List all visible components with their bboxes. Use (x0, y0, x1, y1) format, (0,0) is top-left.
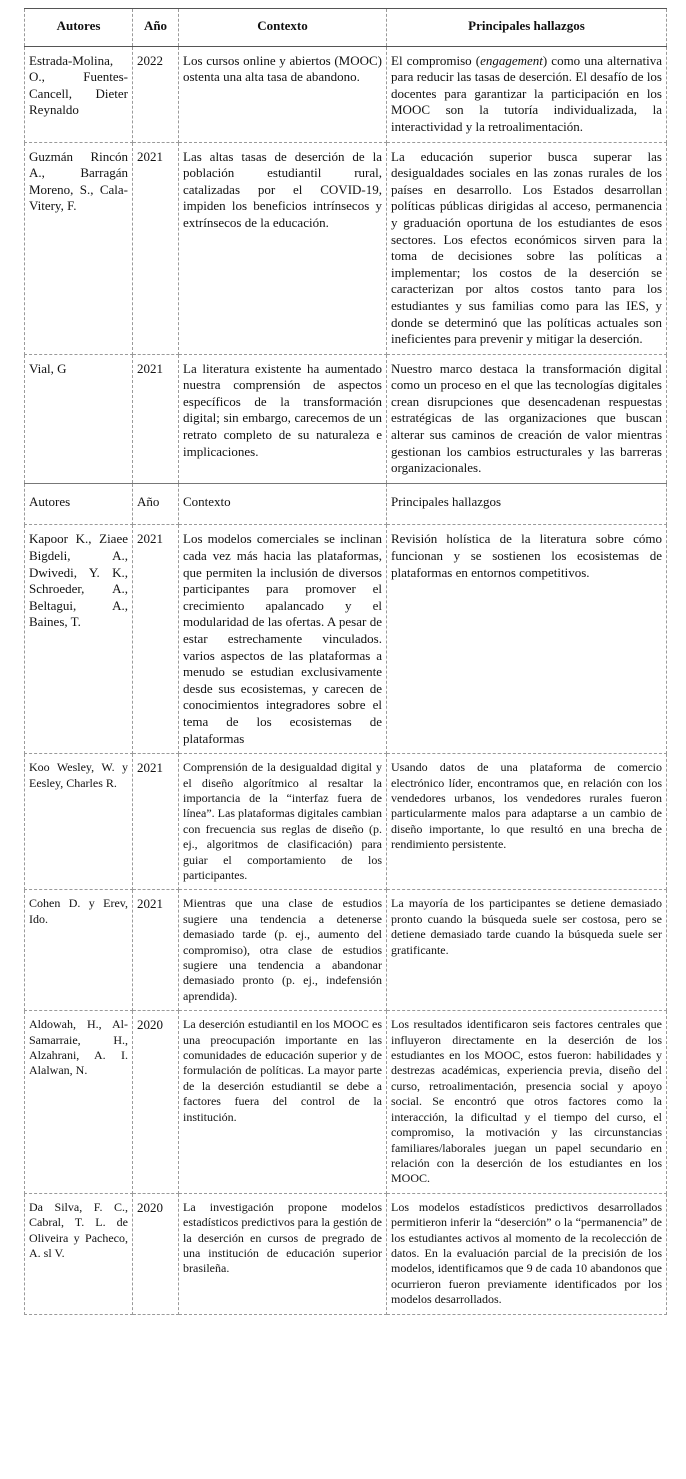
cell-authors: Vial, G (25, 354, 133, 483)
cell-authors: Aldowah, H., Al-Samarraie, H., Alzahrani, A. I. Alalwan, N. (25, 1011, 133, 1193)
cell-year: 2021 (133, 525, 179, 754)
literature-review-table (24, 8, 667, 1315)
table-row (25, 1193, 667, 1314)
findings-text-start: El compromiso ( (391, 52, 481, 68)
cell-authors: Da Silva, F. C., Cabral, T. L. de Oliveira y Pacheco, A. sl V. (25, 1193, 133, 1314)
literature-table-page (24, 8, 666, 1315)
cell-year: 2020 (133, 1193, 179, 1314)
cell-findings (387, 46, 667, 142)
cell-context: Los modelos comerciales se inclinan cada vez más hacia las plataformas, que permiten la inclusión de diversos participantes para promover el crecimiento apalancado y el modularidad de las ofertas. A pesar de estar estrechamente vinculados. varios aspectos de las plataformas a menudo se estudian exclusivamente desde sus ecosistemas, y carecen de conocimientos integradores sobre el tema de los ecosistemas de plataformas (179, 525, 387, 754)
cell-year: 2021 (133, 354, 179, 483)
subheader-findings: Principales hallazgos (387, 483, 667, 525)
cell-context: Los cursos online y abiertos (MOOC) ostenta una alta tasa de abandono. (179, 46, 387, 142)
cell-context: Mientras que una clase de estudios sugiere una tendencia a detenerse demasiado tarde (p. ej., aumento del compromiso), otra clase de estudios sugiere una tendencia a abandonar demasiado pronto (p. ej., indefensión aprendida). (179, 890, 387, 1011)
cell-authors: Kapoor K., Ziaee Bigdeli, A., Dwivedi, Y. K., Schroeder, A., Beltagui, A., Baines, T. (25, 525, 133, 754)
header-authors: Autores (25, 9, 133, 47)
cell-year: 2021 (133, 142, 179, 354)
table-row (25, 890, 667, 1011)
cell-context: Comprensión de la desigualdad digital y el diseño algorítmico al resaltar la importancia de la “interfaz fuera de línea”. Las plataformas digitales cambian con frecuencia sus reglas de diseño (p. ej., algoritmos de clasificación) para guiar el comportamiento de los participantes. (179, 754, 387, 890)
cell-findings: Nuestro marco destaca la transformación digital como un proceso en el que las tecnologías digitales crean disrupciones que desencadenan respuestas estratégicas de las organizaciones que buscan alterar sus caminos de creación de valor mientras gestionan los cambios estructurales y las barreras organizacionales. (387, 354, 667, 483)
cell-authors: Koo Wesley, W. y Eesley, Charles R. (25, 754, 133, 890)
table-row (25, 1011, 667, 1193)
cell-context: La literatura existente ha aumentado nuestra comprensión de aspectos específicos de la transformación digital; sin embargo, carecemos de un retrato completo de su naturaleza e implicaciones. (179, 354, 387, 483)
cell-year: 2022 (133, 46, 179, 142)
findings-text-end: ) como una alternativa para reducir las tasas de deserción. El desafío de los docentes para garantizar la participación en los MOOC son la tutoría individualizada, la interactividad y la retroalimentación. (391, 52, 662, 134)
cell-findings: Revisión holística de la literatura sobre cómo funcionan y se sostienen los ecosistemas de plataformas en entornos competitivos. (387, 525, 667, 754)
subheader-authors: Autores (25, 483, 133, 525)
table-row (25, 46, 667, 142)
subheader-year: Año (133, 483, 179, 525)
cell-authors: Cohen D. y Erev, Ido. (25, 890, 133, 1011)
cell-year: 2021 (133, 754, 179, 890)
cell-year: 2021 (133, 890, 179, 1011)
table-header-row (25, 9, 667, 47)
header-year: Año (133, 9, 179, 47)
cell-context: La deserción estudiantil en los MOOC es una preocupación importante en las comunidades de educación superior y de formulación de políticas. La mayor parte de la deserción estudiantil se debe a factores fuera del control de la institución. (179, 1011, 387, 1193)
cell-context: Las altas tasas de deserción de la población estudiantil rural, catalizadas por el COVID-19, impiden los beneficios intrínsecos y extrínsecos de la educación. (179, 142, 387, 354)
cell-context: La investigación propone modelos estadísticos predictivos para la gestión de la deserción en cursos de pregrado de una institución de educación superior brasileña. (179, 1193, 387, 1314)
cell-findings: Usando datos de una plataforma de comercio electrónico líder, encontramos que, en relación con los vendedores urbanos, los vendedores rurales fueron particularmente malos para adaptarse a un cambio de diseño importante, lo que resultó en una brecha de rendimiento persistente. (387, 754, 667, 890)
cell-authors: Guzmán Rincón A., Barragán Moreno, S., Cala-Vitery, F. (25, 142, 133, 354)
cell-findings: Los resultados identificaron seis factores centrales que influyeron directamente en la deserción de los estudiantes en los MOOC, estos fueron: habilidades y destrezas académicas, experiencia previa, diseño del curso, retroalimentación, presencia social y apoyo social. Se encontró que otros factores como la interacción, la dificultad y el tiempo del curso, el compromiso, la motivación y las circunstancias familiares/laborales juegan un papel secundario en relación con la deserción de los estudiantes en los MOOC. (387, 1011, 667, 1193)
table-row (25, 754, 667, 890)
cell-year: 2020 (133, 1011, 179, 1193)
findings-italic-term: engagement (480, 52, 543, 68)
cell-findings: La mayoría de los participantes se detiene demasiado pronto cuando la búsqueda suele ser costosa, pero se detiene demasiado tarde cuando la búsqueda suele ser gratificante. (387, 890, 667, 1011)
repeated-header-row (25, 483, 667, 525)
table-row (25, 354, 667, 483)
cell-findings: La educación superior busca superar las desigualdades sociales en las zonas rurales de los países en desarrollo. Los Estados desarrollan políticas públicas dirigidas al acceso, permanencia y graduación oportuna de los estudiantes de esos sectores. Los efectos económicos sirven para la toma de decisiones sobre las políticas a implementar; los costos de la deserción se caracterizan por altos costos tanto para los estudiantes y sus familias como para las IES, y donde se determinó que las políticas actuales son ineficientes para prevenir y mitigar la deserción. (387, 142, 667, 354)
header-context: Contexto (179, 9, 387, 47)
cell-findings: Los modelos estadísticos predictivos desarrollados permitieron inferir la “deserción” o la “permanencia” de los estudiantes activos al momento de la recolección de datos. En la evaluación parcial de la precisión de los modelos, identificamos que 9 de cada 10 abandonos que ocurrieron fueron previamente identificados por los modelos desarrollados. (387, 1193, 667, 1314)
table-row (25, 142, 667, 354)
cell-authors: Estrada-Molina, O., Fuentes-Cancell, Dieter Reynaldo (25, 46, 133, 142)
subheader-context: Contexto (179, 483, 387, 525)
table-row (25, 525, 667, 754)
header-findings: Principales hallazgos (387, 9, 667, 47)
